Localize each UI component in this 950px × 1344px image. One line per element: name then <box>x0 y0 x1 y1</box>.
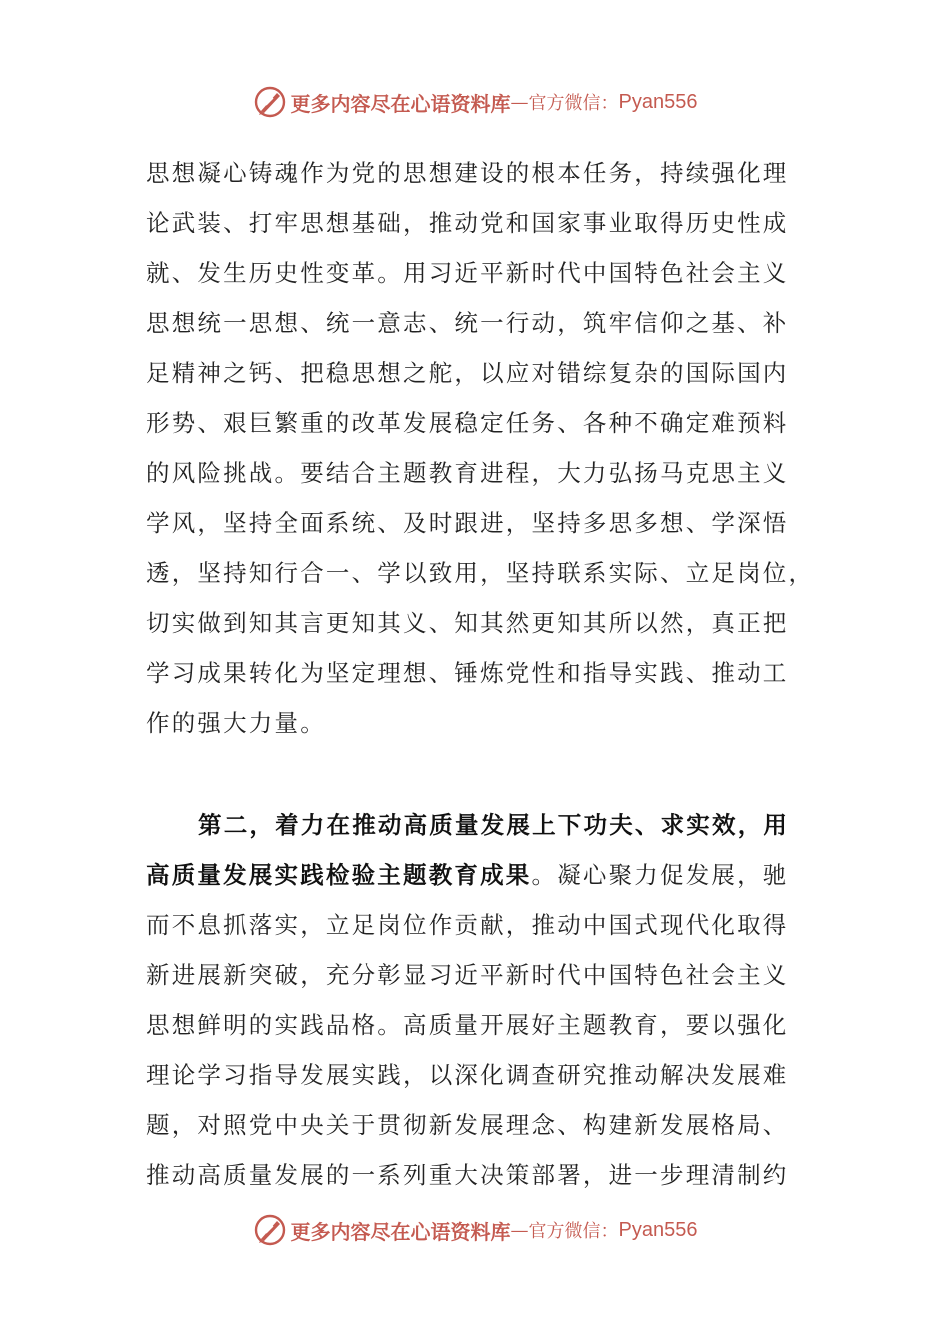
paragraph-2 <box>146 800 796 1200</box>
text-line: 学风，坚持全面系统、及时跟进，坚持多思多想、学深悟 <box>146 509 789 537</box>
document-body <box>146 148 815 1200</box>
banner-wechat-id: Pyan556 <box>618 90 698 113</box>
banner-wechat-id: Pyan556 <box>618 1218 698 1241</box>
paragraph-1 <box>146 148 815 748</box>
banner-main-text: 更多内容尽在心语资料库 <box>290 91 511 116</box>
banner-dash: — <box>510 1219 529 1241</box>
pen-logo-icon <box>253 1213 287 1247</box>
text-line: 作的强大力量。 <box>146 709 326 737</box>
text-line <box>146 850 796 900</box>
text-line: 学习成果转化为坚定理想、锤炼党性和指导实践、推动工 <box>146 659 789 687</box>
text-line: 思想凝心铸魂作为党的思想建设的根本任务，持续强化理 <box>146 159 789 187</box>
text-line: 题，对照党中央关于贯彻新发展理念、构建新发展格局、 <box>146 1111 789 1139</box>
section-heading-line <box>146 800 796 850</box>
text-line: 推动高质量发展的一系列重大决策部署，进一步理清制约 <box>146 1161 789 1189</box>
text-line: 理论学习指导发展实践，以深化调查研究推动解决发展难 <box>146 1061 789 1089</box>
banner-dash: — <box>510 91 529 113</box>
text-line: 透，坚持知行合一、学以致用，坚持联系实际、立足岗位， <box>146 559 815 587</box>
text-line: 形势、艰巨繁重的改革发展稳定任务、各种不确定难预料 <box>146 409 789 437</box>
text-line: 思想鲜明的实践品格。高质量开展好主题教育，要以强化 <box>146 1011 789 1039</box>
text-line: 新进展新突破，充分彰显习近平新时代中国特色社会主义 <box>146 961 789 989</box>
text-line: 而不息抓落实，立足岗位作贡献，推动中国式现代化取得 <box>146 911 789 939</box>
text-line: 切实做到知其言更知其义、知其然更知其所以然，真正把 <box>146 609 789 637</box>
text-line: 思想统一思想、统一意志、统一行动，筑牢信仰之基、补 <box>146 309 789 337</box>
text-line: 就、发生历史性变革。用习近平新时代中国特色社会主义 <box>146 259 789 287</box>
text-line: 足精神之钙、把稳思想之舵，以应对错综复杂的国际国内 <box>146 359 789 387</box>
banner-sub-text: 官方微信： <box>528 93 619 114</box>
banner-main-text: 更多内容尽在心语资料库 <box>290 1219 511 1244</box>
section-heading-bold: 第二，着力在推动高质量发展上下功夫、求实效，用 <box>198 811 790 839</box>
banner-sub-text: 官方微信： <box>528 1221 619 1242</box>
text-line-rest: 。凝心聚力促发展，驰 <box>531 861 789 889</box>
text-line: 的风险挑战。要结合主题教育进程，大力弘扬马克思主义 <box>146 459 789 487</box>
section-heading-bold-cont: 高质量发展实践检验主题教育成果 <box>146 861 532 889</box>
pen-logo-icon <box>253 85 287 119</box>
text-line: 论武装、打牢思想基础，推动党和国家事业取得历史性成 <box>146 209 789 237</box>
footer-watermark-banner <box>0 1210 950 1250</box>
header-watermark-banner <box>0 82 950 122</box>
